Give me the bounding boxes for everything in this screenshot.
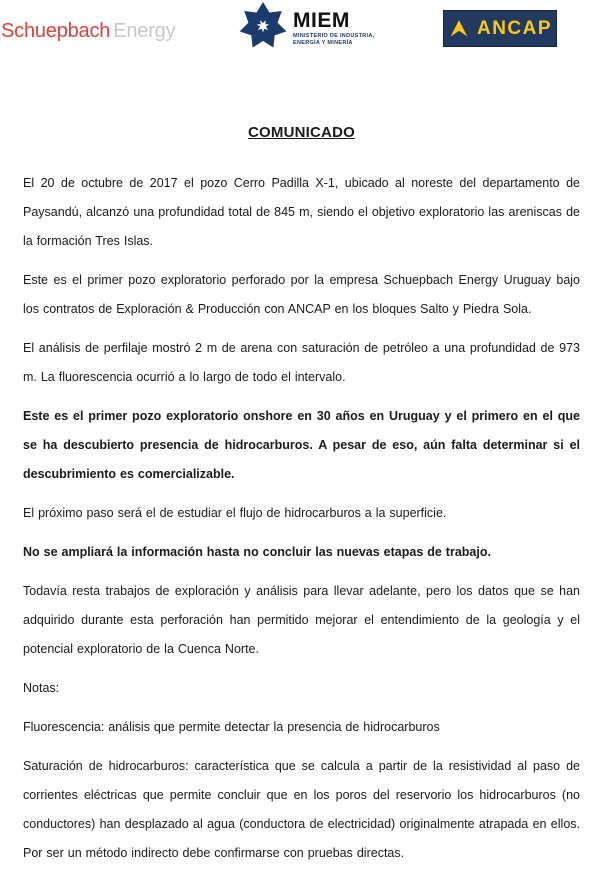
paragraph: Notas: — [23, 681, 60, 695]
document-title: COMUNICADO — [248, 124, 355, 141]
paragraph: Todavía resta trabajos de exploración y análisis para llevar adelante, pero los datos que se han adquirido durante esta perforación han permitido mejorar el entendimiento de la geología y el potencial exploratorio de la Cuenca Norte. — [23, 584, 580, 656]
ancap-arrow-icon — [448, 18, 470, 40]
paragraphs-container — [23, 169, 580, 868]
paragraph: El 20 de octubre de 2017 el pozo Cerro Padilla X-1, ubicado al noreste del departamento de Paysandú, alcanzó una profundidad total de 845 m, siendo el objetivo exploratorio las areniscas de la formación Tres Islas. — [23, 176, 580, 248]
schuepbach-energy-logo — [1, 20, 175, 43]
schuepbach-wordmark: Schuepbach — [1, 20, 111, 42]
energy-wordmark: Energy — [113, 20, 176, 42]
paragraph: Este es el primer pozo exploratorio perforado por la empresa Schuepbach Energy Uruguay bajo los contratos de Exploración & Producción con ANCAP en los bloques Salto y Piedra Sola. — [23, 273, 580, 316]
miem-subtitle-line1: MINISTERIO DE INDUSTRIA, — [293, 33, 375, 39]
miem-acronym: MIEM — [293, 9, 350, 32]
ancap-wordmark: ANCAP — [476, 18, 553, 39]
paragraph: No se ampliará la información hasta no concluir las nuevas etapas de trabajo. — [23, 545, 491, 559]
miem-star-icon — [237, 1, 289, 51]
miem-subtitle-line2: ENERGÍA Y MINERÍA — [293, 39, 353, 46]
paragraph: Fluorescencia: análisis que permite detectar la presencia de hidrocarburos — [23, 720, 440, 734]
ancap-logo — [443, 10, 557, 47]
paragraph: Saturación de hidrocarburos: característica que se calcula a partir de la resistividad al paso de corrientes eléctricas que permite concluir que en los poros del reservorio los hidrocarburos (no conductores) han desplazado al agua (conductora de electricidad) originalmente atrapada en ellos. Por ser un método indirecto debe confirmarse con pruebas directas. — [23, 759, 580, 860]
miem-logo — [237, 1, 374, 51]
logo-header — [0, 0, 600, 56]
paragraph: El análisis de perfilaje mostró 2 m de arena con saturación de petróleo a una profundidad de 973 m. La fluorescencia ocurrió a lo largo de todo el intervalo. — [23, 341, 580, 384]
miem-text-block — [293, 1, 374, 46]
miem-subtitle — [293, 33, 374, 46]
document-body — [23, 124, 580, 878]
paragraph: Este es el primer pozo exploratorio onshore en 30 años en Uruguay y el primero en el que se ha descubierto presencia de hidrocarburos. A pesar de eso, aún falta determinar si el descubrimiento es comercializable. — [23, 409, 580, 481]
paragraph: El próximo paso será el de estudiar el flujo de hidrocarburos a la superficie. — [23, 506, 447, 520]
